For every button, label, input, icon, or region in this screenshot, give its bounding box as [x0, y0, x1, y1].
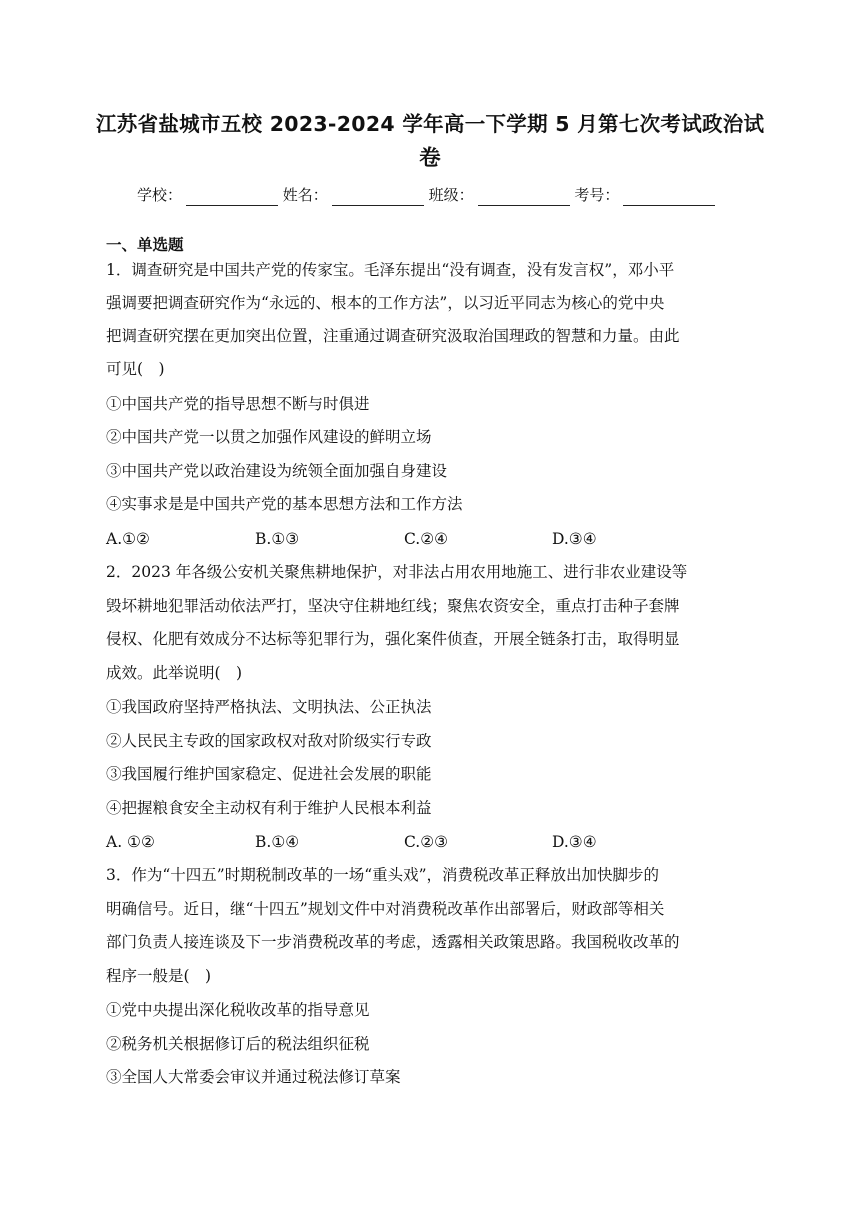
exam-title-line-1: 江苏省盐城市五校 2023-2024 学年高一下学期 5 月第七次考试政治试 — [96, 112, 765, 136]
q1-option-a[interactable]: A.①② — [106, 530, 150, 548]
q2-statement: ③我国履行维护国家稳定、促进社会发展的职能 — [106, 765, 432, 783]
q2-option-d[interactable]: D.③④ — [552, 833, 597, 851]
school-field — [137, 181, 278, 209]
q3-stem-line: 程序一般是( ) — [106, 967, 212, 985]
name-blank[interactable] — [332, 204, 424, 206]
q2-statement: ②人民民主专政的国家政权对敌对阶级实行专政 — [106, 732, 432, 750]
q2-option-b[interactable]: B.①④ — [255, 833, 300, 851]
q1-statement: ③中国共产党以政治建设为统领全面加强自身建设 — [106, 462, 448, 480]
section-heading: 一、单选题 — [106, 236, 184, 254]
name-label: 姓名： — [282, 186, 328, 204]
student-info-row — [137, 181, 737, 209]
q1-statement: ①中国共产党的指导思想不断与时俱进 — [106, 395, 370, 413]
q3-statement: ③全国人大常委会审议并通过税法修订草案 — [106, 1068, 401, 1086]
class-field — [429, 181, 570, 209]
q2-option-a[interactable]: A. ①② — [106, 833, 155, 851]
q1-option-c[interactable]: C.②④ — [404, 530, 449, 548]
q3-stem-line: 3．作为“十四五”时期税制改革的一场“重头戏”，消费税改革正释放出加快脚步的 — [106, 866, 660, 884]
class-blank[interactable] — [478, 204, 570, 206]
school-label: 学校： — [137, 186, 183, 204]
q1-stem-line: 强调要把调查研究作为“永远的、根本的工作方法”，以习近平同志为核心的党中央 — [106, 294, 665, 312]
q1-stem-line: 可见( ) — [106, 360, 165, 378]
q2-stem-line: 侵权、化肥有效成分不达标等犯罪行为，强化案件侦查，开展全链条打击，取得明显 — [106, 630, 680, 648]
q1-option-b[interactable]: B.①③ — [255, 530, 300, 548]
q1-options — [106, 526, 766, 552]
q1-stem-line: 把调查研究摆在更加突出位置，注重通过调查研究汲取治国理政的智慧和力量。由此 — [106, 327, 680, 345]
q3-statement: ①党中央提出深化税收改革的指导意见 — [106, 1001, 370, 1019]
q2-option-c[interactable]: C.②③ — [404, 833, 449, 851]
exam-title-line-2: 卷 — [419, 146, 441, 171]
q2-stem-line: 毁坏耕地犯罪活动依法严打，坚决守住耕地红线；聚焦农资安全，重点打击种子套牌 — [106, 597, 680, 615]
q1-statement: ②中国共产党一以贯之加强作风建设的鲜明立场 — [106, 428, 432, 446]
q1-option-d[interactable]: D.③④ — [552, 530, 597, 548]
q1-stem-line: 1．调查研究是中国共产党的传家宝。毛泽东提出“没有调查，没有发言权”，邓小平 — [106, 261, 675, 279]
q2-options — [106, 829, 766, 855]
q3-stem-line: 部门负责人接连谈及下一步消费税改革的考虑，透露相关政策思路。我国税收改革的 — [106, 933, 680, 951]
class-label: 班级： — [428, 186, 474, 204]
exam-number-blank[interactable] — [623, 204, 715, 206]
q1-statement: ④实事求是是中国共产党的基本思想方法和工作方法 — [106, 495, 463, 513]
exam-number-label: 考号： — [574, 186, 620, 204]
name-field — [283, 181, 424, 209]
q3-stem-line: 明确信号。近日，继“十四五”规划文件中对消费税改革作出部署后，财政部等相关 — [106, 900, 665, 918]
school-blank[interactable] — [186, 204, 278, 206]
q2-statement: ④把握粮食安全主动权有利于维护人民根本利益 — [106, 799, 432, 817]
q2-stem-line: 2．2023 年各级公安机关聚焦耕地保护，对非法占用农用地施工、进行非农业建设等 — [106, 563, 688, 581]
q3-statement: ②税务机关根据修订后的税法组织征税 — [106, 1035, 370, 1053]
q2-statement: ①我国政府坚持严格执法、文明执法、公正执法 — [106, 698, 432, 716]
q2-stem-line: 成效。此举说明( ) — [106, 664, 243, 682]
exam-number-field — [574, 181, 715, 209]
